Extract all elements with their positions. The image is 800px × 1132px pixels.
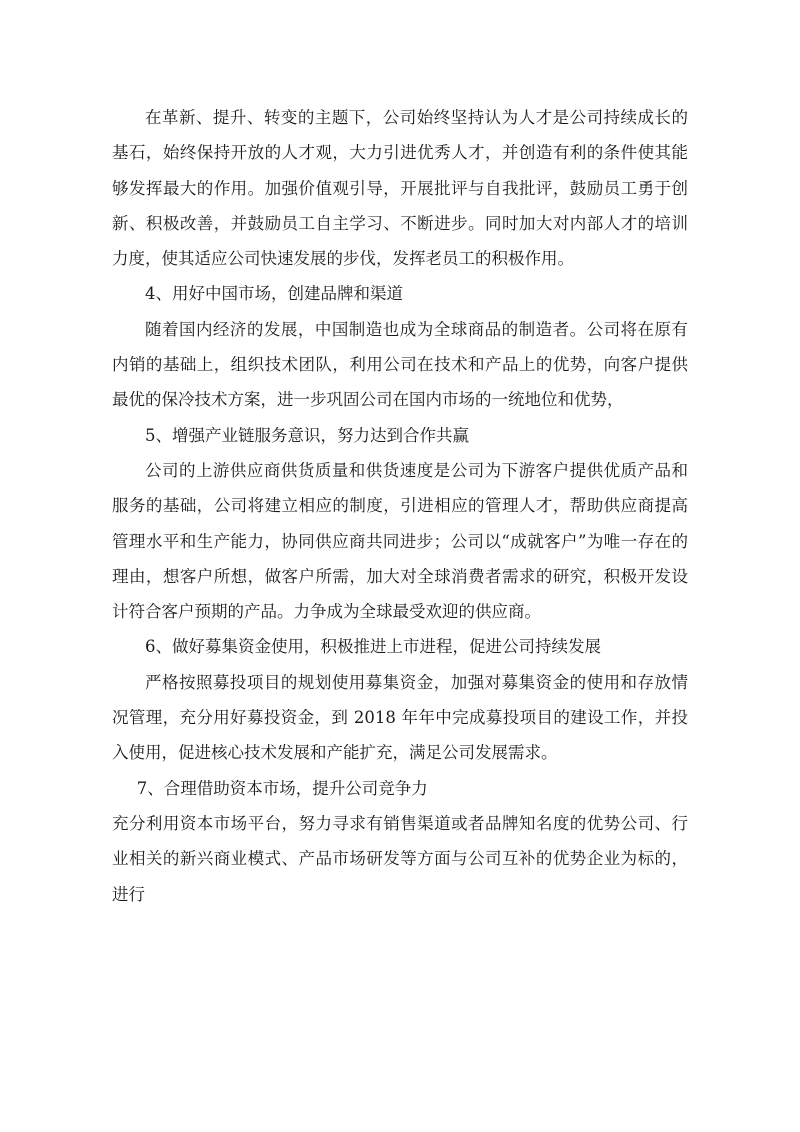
heading-china-market: 4、用好中国市场，创建品牌和渠道 xyxy=(145,284,403,304)
paragraph-raised-funds: 严格按照募投项目的规划使用募集资金，加强对募集资金的使用和存放情况管理，充分用好募投资金，到 2018 年年中完成募投项目的建设工作，并投入使用，促进核心技术发展和产能扩充，满足公司发展需求。 xyxy=(112,672,688,763)
paragraph-industry-chain: 公司的上游供应商供货质量和供货速度是公司为下游客户提供优质产品和服务的基础，公司将建立相应的制度，引进相应的管理人才，帮助供应商提高管理水平和生产能力，协同供应商共同进步；公司以“成就客户”为唯一存在的理由，想客户所想，做客户所需，加大对全球消费者需求的研究，积极开发设计符合客户预期的产品。力争成为全球最受欢迎的供应商。 xyxy=(112,460,688,622)
paragraph-talent-strategy: 在革新、提升、转变的主题下，公司始终坚持认为人才是公司持续成长的基石，始终保持开放的人才观，大力引进优秀人才，并创造有利的条件使其能够发挥最大的作用。加强价值观引导，开展批评与自我批评，鼓励员工勇于创新、积极改善，并鼓励员工自主学习、不断进步。同时加大对内部人才的培训力度，使其适应公司快速发展的步伐，发挥老员工的积极作用。 xyxy=(112,108,688,269)
heading-industry-chain: 5、增强产业链服务意识，努力达到合作共赢 xyxy=(145,425,469,445)
paragraph-china-market: 随着国内经济的发展，中国制造也成为全球商品的制造者。公司将在原有内销的基础上，组织技术团队，利用公司在技术和产品上的优势，向客户提供最优的保冷技术方案，进一步巩固公司在国内市场的一统地位和优势， xyxy=(112,319,688,410)
document-body xyxy=(112,100,688,912)
heading-raised-funds: 6、做好募集资金使用，积极推进上市进程，促进公司持续发展 xyxy=(145,637,601,657)
paragraph-capital-market: 充分利用资本市场平台，努力寻求有销售渠道或者品牌知名度的优势公司、行业相关的新兴商业模式、产品市场研发等方面与公司互补的优势企业为标的，进行 xyxy=(112,813,688,904)
heading-capital-market: 7、合理借助资本市场，提升公司竞争力 xyxy=(136,778,428,798)
